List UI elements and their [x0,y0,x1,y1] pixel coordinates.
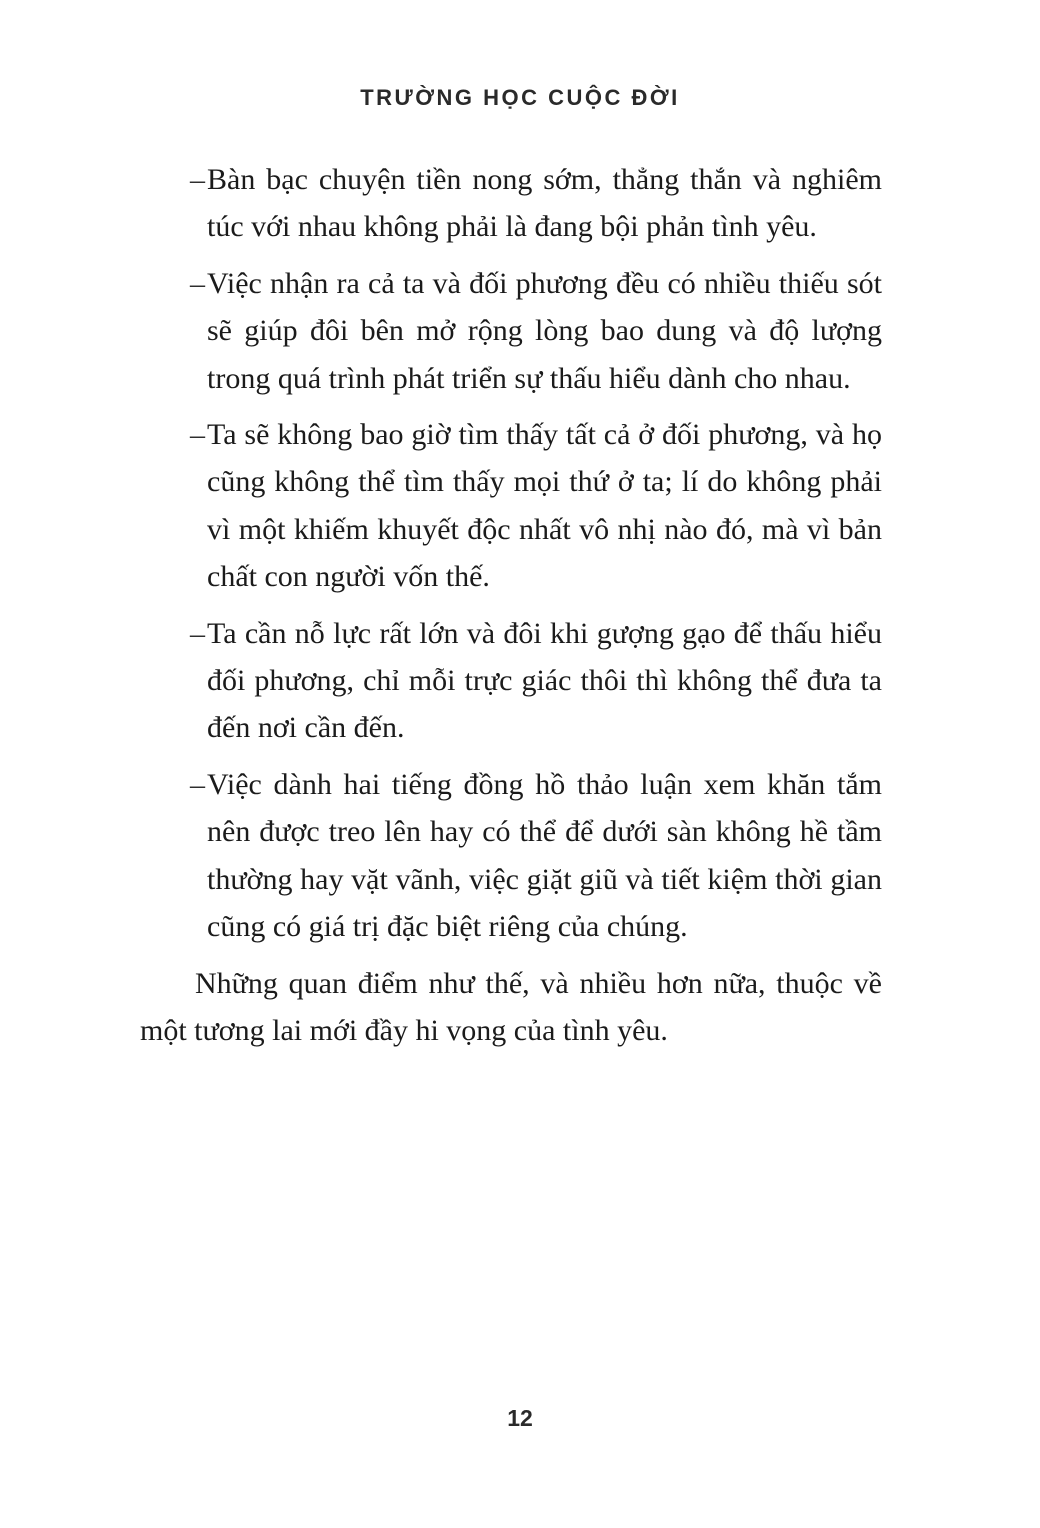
closing-paragraph: Những quan điểm như thế, và nhiều hơn nữa, thuộc về một tương lai mới đầy hi vọng của tình yêu. [140,966,882,1047]
bullet-item [140,610,882,752]
bullet-item [140,411,882,601]
bullet-text: Việc dành hai tiếng đồng hồ thảo luận xem khăn tắm nên được treo lên hay có thể để dưới sàn không hề tầm thường hay vặt vãnh, việc giặt giũ và tiết kiệm thời gian cũng có giá trị đặc biệt riêng của chúng. [207,767,882,944]
bullet-dash-marker: – [190,616,205,650]
bullet-text: Ta sẽ không bao giờ tìm thấy tất cả ở đối phương, và họ cũng không thể tìm thấy mọi thứ ở ta; lí do không phải vì một khiếm khuyết độc nhất vô nhị nào đó, mà vì bản chất con người vốn thế. [207,418,882,594]
bullet-item [140,761,882,951]
bullet-item [140,156,882,251]
page-body [140,156,882,1054]
bullet-text: Bàn bạc chuyện tiền nong sớm, thẳng thắn và nghiêm túc với nhau không phải là đang bội phản tình yêu. [207,163,882,244]
running-header-title: TRƯỜNG HỌC CUỘC ĐỜI [360,85,680,110]
page-number: 12 [507,1405,533,1431]
bullet-dash-marker: – [190,418,205,452]
bullet-text: Việc nhận ra cả ta và đối phương đều có nhiều thiếu sót sẽ giúp đôi bên mở rộng lòng bao dung và độ lượng trong quá trình phát triển sự thấu hiểu dành cho nhau. [207,266,882,395]
bullet-item [140,260,882,402]
bullet-dash-marker: – [190,767,205,801]
bullet-dash-marker: – [190,266,205,300]
bullet-text: Ta cần nỗ lực rất lớn và đôi khi gượng gạo để thấu hiểu đối phương, chỉ mỗi trực giác thôi thì không thể đưa ta đến nơi cần đến. [207,616,882,745]
bullet-dash-marker: – [190,163,205,196]
